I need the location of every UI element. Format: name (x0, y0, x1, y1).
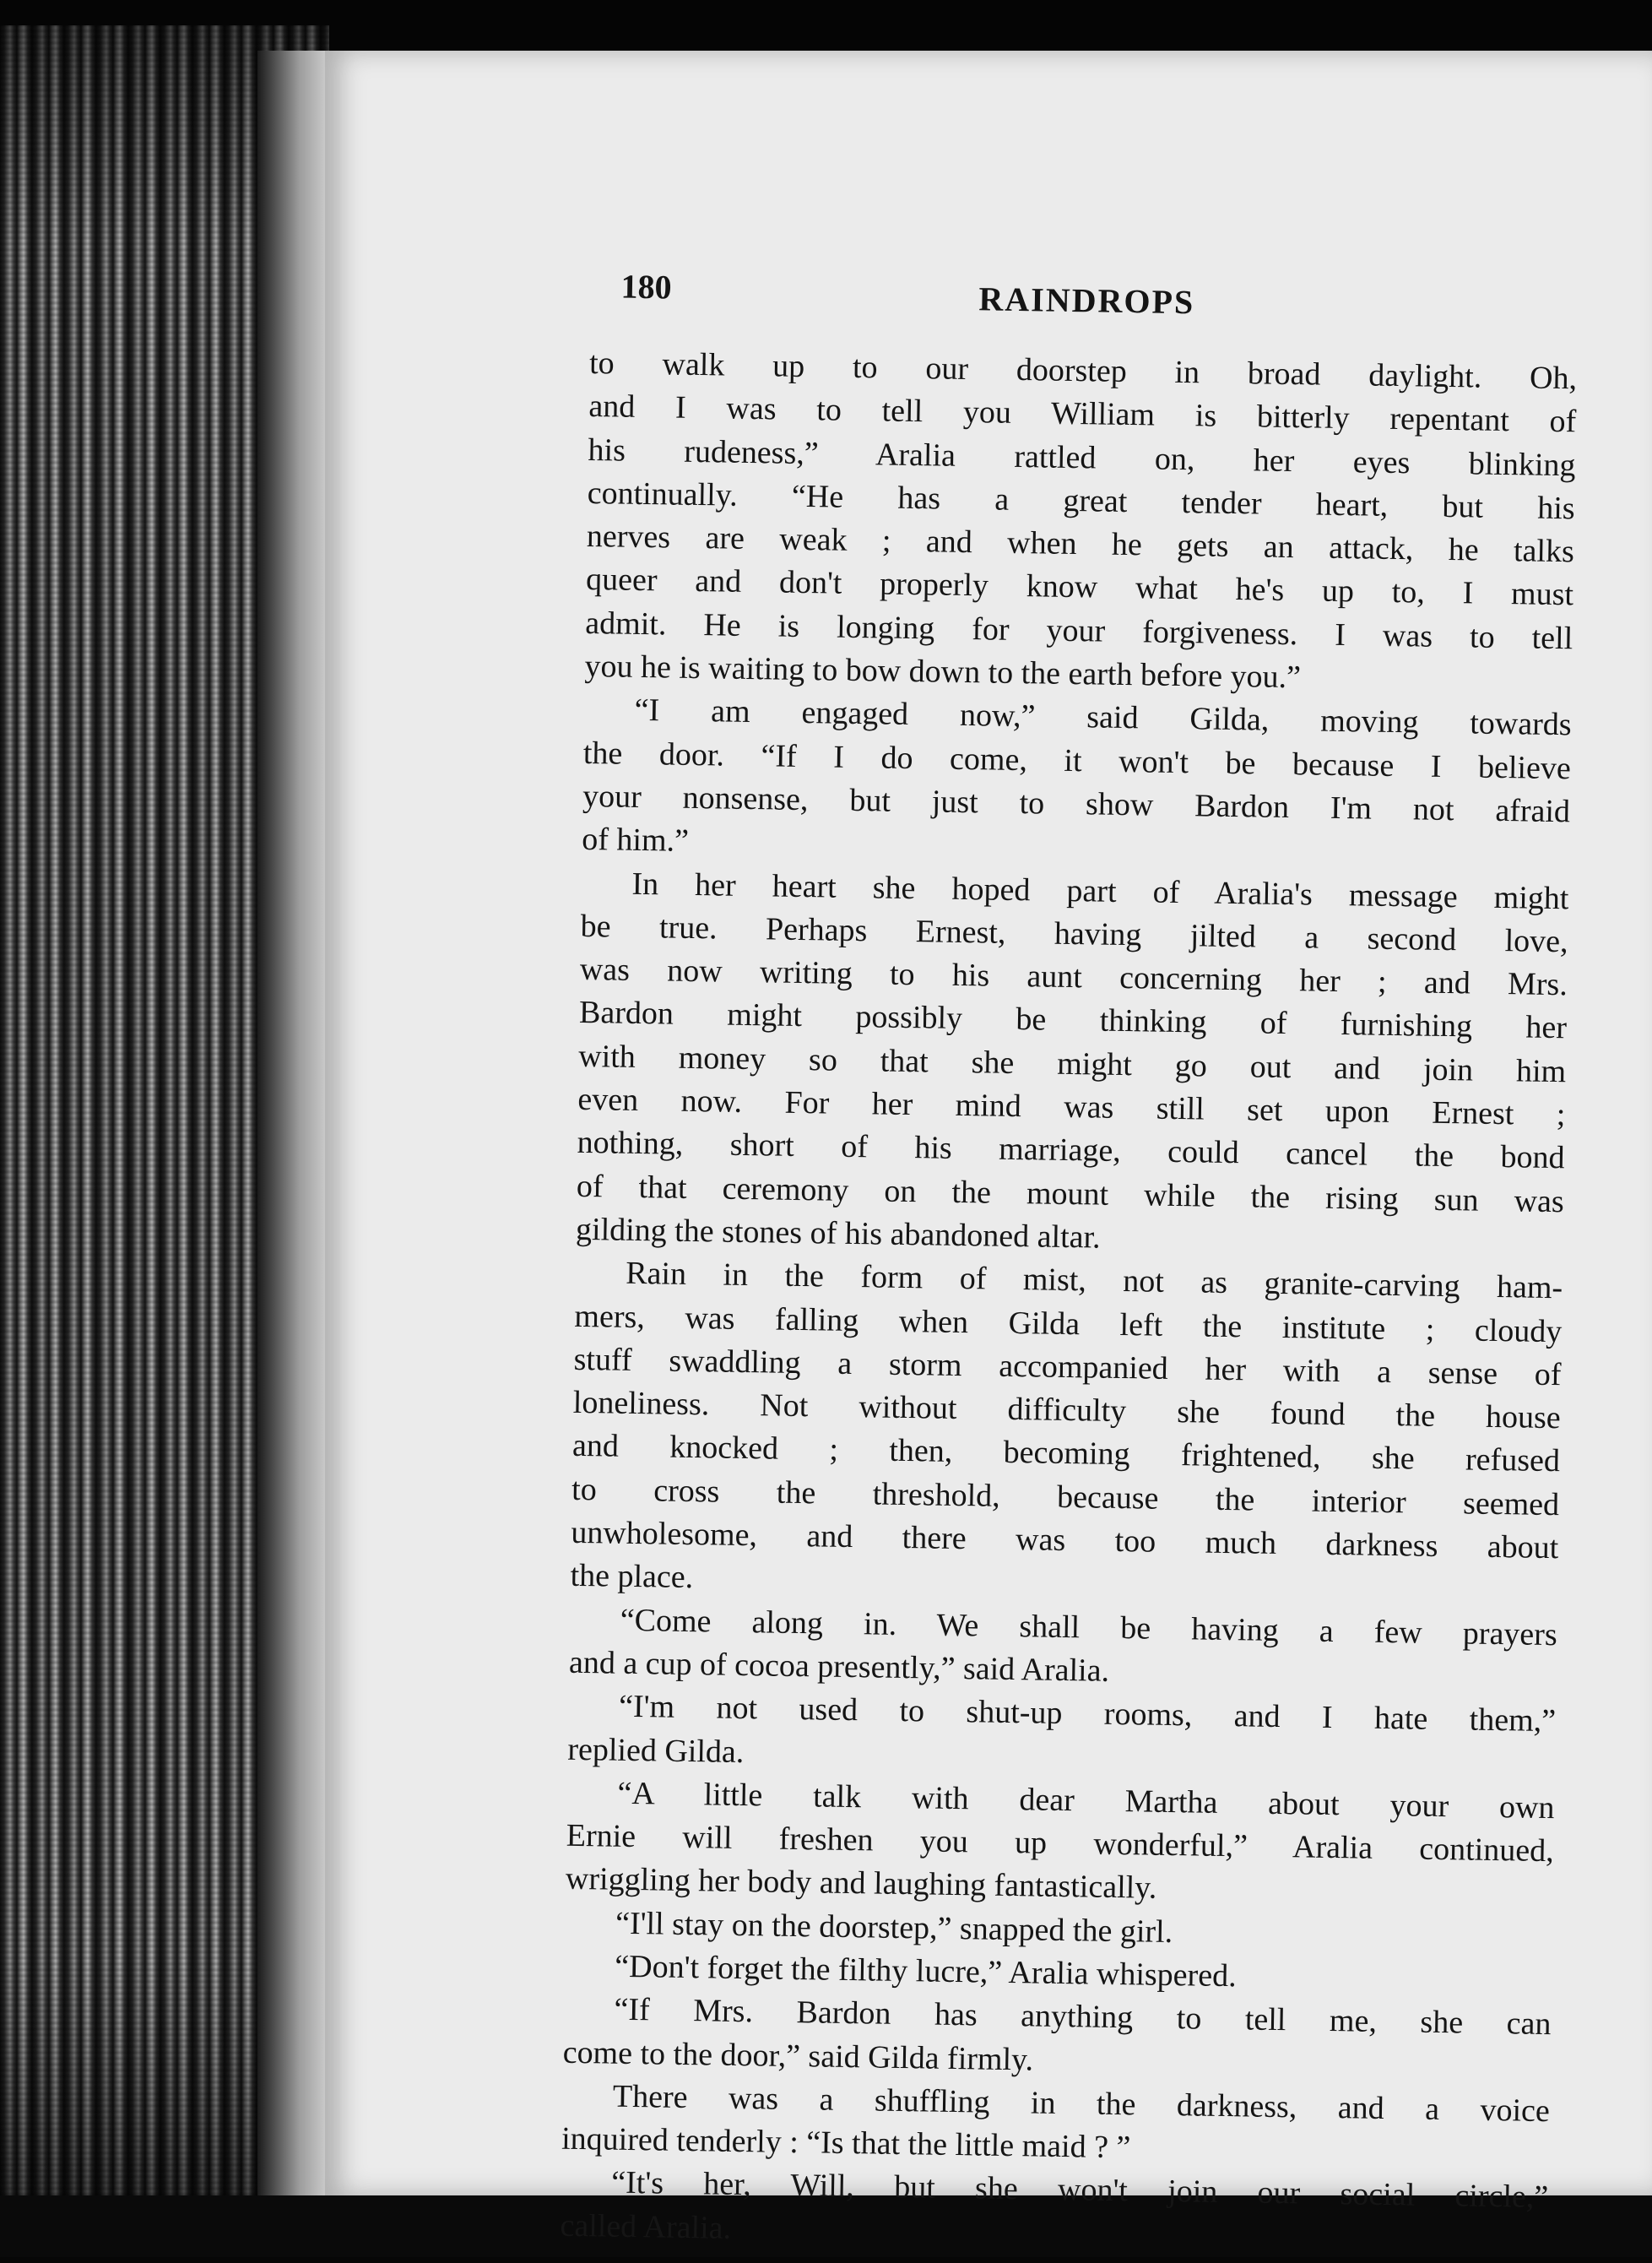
text-line: “A little talk with dear Martha about your own (617, 1775, 1555, 1826)
text-line: to walk up to our doorstep in broad daylight. Oh, (588, 345, 1578, 397)
text-line: be true. Perhaps Ernest, having jilted a second love, (580, 908, 1568, 960)
text-line: gilding the stones of his abandoned altar. (575, 1211, 1101, 1256)
text-line: and a cup of cocoa presently,” said Aralia. (568, 1644, 1110, 1689)
text-line: to cross the threshold, because the interior seemed (571, 1471, 1560, 1522)
running-title: RAINDROPS (978, 279, 1195, 322)
text-line: and knocked ; then, becoming frightened, she refused (571, 1428, 1561, 1479)
text-line: stuff swaddling a storm accompanied her with a sense of (573, 1341, 1562, 1393)
text-line: you he is waiting to bow down to the earth before you.” (584, 649, 1302, 696)
text-line: the place. (570, 1558, 694, 1596)
text-line: called Aralia. (560, 2207, 732, 2246)
page-header (590, 266, 1579, 357)
text-line: Ernie will freshen you up wonderful,” Aralia continued, (566, 1817, 1554, 1870)
text-line: even now. For her mind was still set upon Ernest ; (577, 1081, 1566, 1133)
text-line: your nonsense, but just to show Bardon I'm not afraid (582, 778, 1571, 830)
text-line: unwholesome, and there was too much darkness about (571, 1514, 1559, 1566)
text-line: of that ceremony on the mount while the rising sun was (576, 1168, 1565, 1219)
text-line: inquired tenderly : “Is that the little maid ? ” (561, 2120, 1131, 2166)
text-line: come to the door,” said Gilda firmly. (562, 2034, 1034, 2078)
text-line: loneliness. Not without difficulty she found the house (572, 1384, 1562, 1436)
page-number: 180 (620, 267, 672, 307)
text-line: nothing, short of his marriage, could cancel the bond (577, 1125, 1565, 1176)
text-line: “I'm not used to shut-up rooms, and I hate them,” (618, 1688, 1557, 1739)
text-line: queer and don't properly know what he's up to, I must (585, 562, 1574, 613)
text-line: There was a shuffling in the darkness, and a voice (612, 2078, 1551, 2129)
text-line: was now writing to his aunt concerning her ; and Mrs. (579, 952, 1568, 1003)
text-line: “Come along in. We shall be having a few prayers (620, 1602, 1558, 1652)
text-line: “If Mrs. Bardon has anything to tell me, she can (614, 1991, 1552, 2043)
text-line: of him.” (582, 822, 690, 860)
text-line: Bardon might possibly be thinking of furnishing her (578, 995, 1568, 1046)
text-line: In her heart she hoped part of Aralia's message might (631, 866, 1569, 916)
text-line: and I was to tell you William is bitterly repentant of (588, 388, 1577, 440)
text-line: wriggling her body and laughing fantastically. (565, 1861, 1157, 1907)
text-line: nerves are weak ; and when he gets an attack, he talks (586, 518, 1575, 570)
text-line: replied Gilda. (567, 1731, 745, 1770)
text-line: Rain in the form of mist, not as granite-carving ham- (625, 1256, 1563, 1306)
text-line: “I am engaged now,” said Gilda, moving towards (634, 692, 1572, 743)
page-gutter-shadow (257, 51, 333, 2212)
text-line: “I'll stay on the doorstep,” snapped the girl. (615, 1905, 1173, 1950)
text-line: admit. He is longing for your forgiveness. I was to tell (585, 605, 1573, 657)
page-text (560, 266, 1579, 2263)
text-line: “Don't forget the filthy lucre,” Aralia whispered. (615, 1948, 1237, 1994)
text-line: his rudeness,” Aralia rattled on, her eyes blinking (588, 431, 1576, 483)
text-line: continually. “He has a great tender heart, but his (587, 475, 1575, 527)
text-line: mers, was falling when Gilda left the institute ; cloudy (574, 1298, 1563, 1349)
body-text (560, 342, 1577, 2263)
text-line: “It's her, Will, but she won't join our social circle,” (611, 2165, 1549, 2216)
text-line: the door. “If I do come, it won't be because I believe (582, 735, 1572, 786)
text-line: with money so that she might go out and join him (577, 1038, 1567, 1090)
